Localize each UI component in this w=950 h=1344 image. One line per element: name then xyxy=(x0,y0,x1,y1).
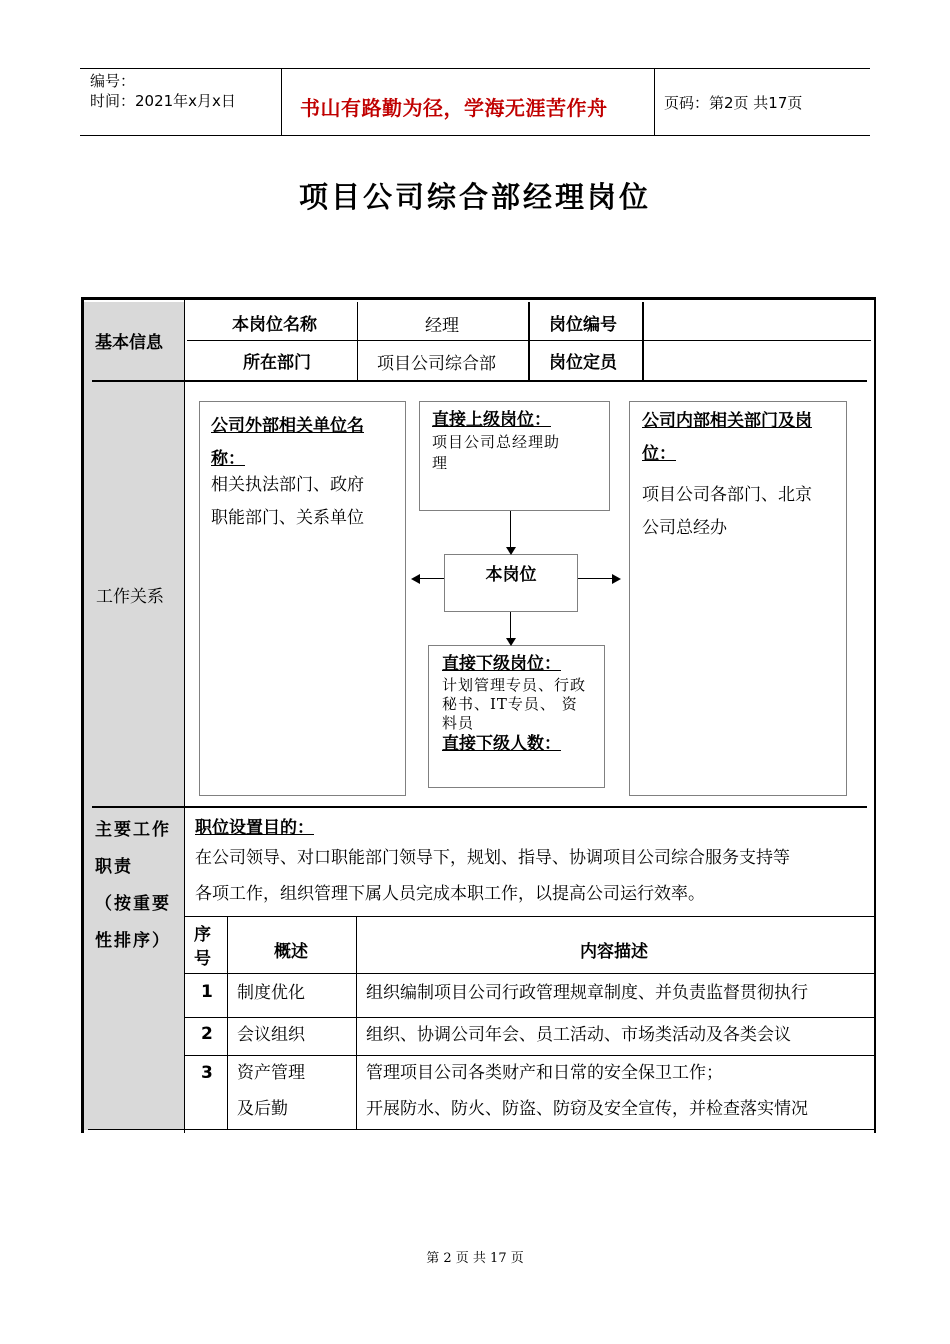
purpose-line1: 在公司领导、对口职能部门领导下，规划、指导、协调项目公司综合服务支持等 xyxy=(195,848,790,868)
responsibilities-label-line2: 职责 xyxy=(95,857,133,877)
basic-info-section-label: 基本信息 xyxy=(95,333,163,353)
this-position-label: 本岗位 xyxy=(485,565,537,585)
responsibilities-label-line1: 主要工作 xyxy=(95,820,171,840)
this-position-box xyxy=(444,554,578,612)
external-units-title-line1: 公司外部相关单位名 xyxy=(211,416,364,436)
table-row-3-summary-line1: 资产管理 xyxy=(237,1063,305,1083)
direct-subordinate-line2: 秘书、IT专员、 资 xyxy=(442,695,578,713)
position-name-label: 本岗位名称 xyxy=(232,315,317,335)
purpose-line2: 各项工作，组织管理下属人员完成本职工作，以提高公司运行效率。 xyxy=(195,884,705,904)
arrow-right-line xyxy=(578,578,612,579)
direct-superior-box xyxy=(419,401,610,511)
external-units-line1: 相关执法部门、政府 xyxy=(211,475,364,495)
arrow-down-head-bottom xyxy=(506,638,516,646)
external-units-title-line2: 称： xyxy=(211,449,245,469)
table-row-1-description: 组织编制项目公司行政管理规章制度、并负责监督贯彻执行 xyxy=(366,983,808,1003)
headcount-label: 岗位定员 xyxy=(549,353,617,373)
arrow-down-line-top xyxy=(510,511,511,547)
arrow-left-line xyxy=(420,578,444,579)
table-header-description: 内容描述 xyxy=(580,942,648,962)
page-title: 项目公司综合部经理岗位 xyxy=(298,180,651,214)
external-units-line2: 职能部门、关系单位 xyxy=(211,508,364,528)
direct-subordinate-title: 直接下级岗位： xyxy=(442,654,561,674)
internal-depts-title-line2: 位： xyxy=(642,444,676,464)
direct-subordinate-box xyxy=(428,645,605,788)
table-header-seq xyxy=(194,923,211,971)
table-header-seq-line1: 序 xyxy=(194,925,211,945)
department-value: 项目公司综合部 xyxy=(377,354,496,374)
arrow-down-line-bottom xyxy=(510,612,511,638)
external-units-box xyxy=(199,401,406,796)
internal-depts-title-line1: 公司内部相关部门及岗 xyxy=(642,411,812,431)
position-name-value: 经理 xyxy=(425,316,459,336)
internal-depts-line1: 项目公司各部门、北京 xyxy=(642,485,812,505)
document-date-label: 时间：2021年x月x日 xyxy=(90,92,236,110)
internal-depts-box xyxy=(629,401,847,796)
direct-subordinate-count-label: 直接下级人数： xyxy=(442,734,561,754)
header-motto: 书山有路勤为径，学海无涯苦作舟 xyxy=(300,96,608,120)
document-number-label: 编号： xyxy=(90,72,136,90)
table-row-1-summary: 制度优化 xyxy=(237,983,305,1003)
arrow-left-head xyxy=(411,574,420,584)
table-row-2-description: 组织、协调公司年会、员工活动、市场类活动及各类会议 xyxy=(366,1025,791,1045)
work-relations-section-label: 工作关系 xyxy=(96,587,164,607)
internal-depts-line2: 公司总经办 xyxy=(642,518,727,538)
table-label-column-shade xyxy=(84,302,184,1130)
table-row-3-description-line2: 开展防水、防火、防盗、防窃及安全宣传，并检查落实情况 xyxy=(366,1099,808,1119)
table-row-2-seq: 2 xyxy=(201,1024,213,1044)
responsibilities-label-line4: 性排序） xyxy=(95,931,171,951)
table-row-3-description-line1: 管理项目公司各类财产和日常的安全保卫工作； xyxy=(366,1063,723,1083)
position-code-label: 岗位编号 xyxy=(549,315,617,335)
direct-subordinate-line1: 计划管理专员、行政 xyxy=(442,676,587,694)
arrow-right-head xyxy=(612,574,621,584)
page-footer: 第 2 页 共 17 页 xyxy=(426,1251,524,1266)
table-row-2-summary: 会议组织 xyxy=(237,1025,305,1045)
table-header-seq-line2: 号 xyxy=(194,949,211,969)
direct-subordinate-line3: 料员 xyxy=(442,714,475,732)
purpose-title: 职位设置目的： xyxy=(195,818,314,838)
table-row-1-seq: 1 xyxy=(201,982,213,1002)
responsibilities-label-line3: （按重要 xyxy=(95,894,171,914)
department-label: 所在部门 xyxy=(243,353,311,373)
header-page-info: 页码：第2页 共17页 xyxy=(664,94,803,112)
direct-superior-line1: 项目公司总经理助 xyxy=(432,433,561,451)
table-row-3-seq: 3 xyxy=(201,1063,213,1083)
direct-superior-title: 直接上级岗位： xyxy=(432,410,551,430)
responsibilities-section-label xyxy=(95,812,171,960)
table-header-summary: 概述 xyxy=(274,942,308,962)
direct-superior-line2: 理 xyxy=(432,454,449,472)
arrow-down-head-top xyxy=(506,547,516,555)
table-row-3-summary-line2: 及后勤 xyxy=(237,1099,288,1119)
